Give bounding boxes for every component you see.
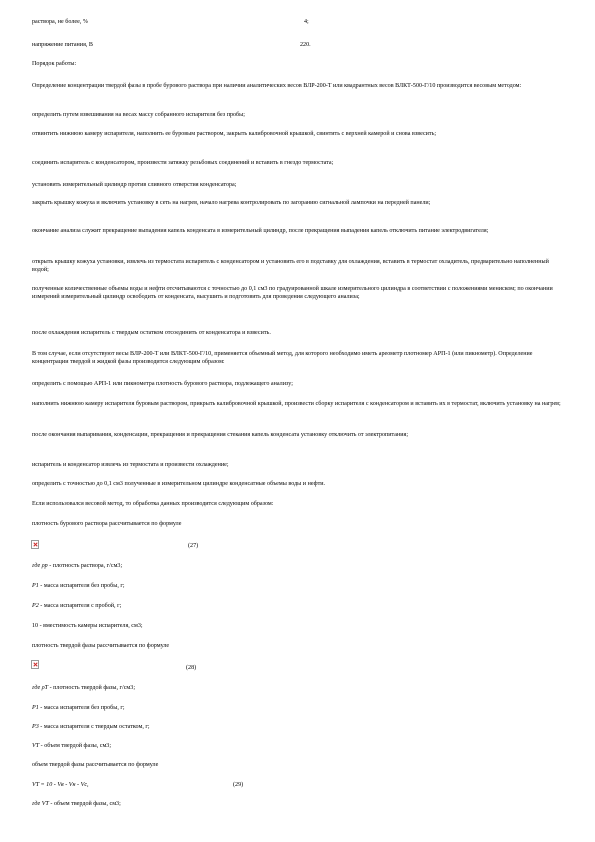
paragraph: объем твердой фазы рассчитывается по формуле [32,762,159,768]
symbol: P3 [32,724,39,730]
definition-text: 10 - вместимость камеры испарителя, см3; [32,623,143,629]
symbol: где VT [32,801,49,807]
paragraph: испаритель и конденсатор извлечь из термостата и произвести охлаждение; [32,462,229,468]
symbol: P2 [32,603,39,609]
paragraph: Определение концентрации твердой фазы в пробе бурового раствора при наличии аналитических весов ВЛР-200-Т или квадрантных весов ВЛКТ-500-Г/10 производится весовым методом: [32,83,522,89]
paragraph: определить путем взвешивания на весах массу собранного испарителя без пробы; [32,112,245,118]
paragraph: плотность твердой фазы рассчитывается по формуле [32,643,170,649]
equation-number: (29) [233,782,244,788]
spec-value: 220. [300,42,311,48]
paragraph: окончание анализа служит прекращение выпадения капель конденсата в измерительный цилиндр, после прекращения выпадения капель отключить питание электродвигателя; [32,228,489,234]
definition-text: - плотность раствора, г/см3; [47,563,123,569]
equation-number: (28) [186,665,197,671]
paragraph: В том случае, если отсутствуют весы ВЛР-200-Т или ВЛКТ-500-Г/10, применяется объемный метод, для которого необходимо иметь ареометр плотномер АРП-1 (или пикнометр). Определение концентрации твердой и жидкой фазы производится следующим образом: [32,351,533,366]
definition [32,684,565,692]
definition [32,742,565,750]
broken-image-icon [31,660,39,669]
definition-text: - объем твердой фазы, см3; [39,743,112,749]
paragraph: полученные количественные объемы воды и нефти отсчитываются с точностью до 0,1 см3 по градуированной шкале измерительного цилиндра в соответствии с положениями мениском; по окончании измерений измерительный цилиндр освободить от конденсата, высушить и подготовить для проведения следующего анализа; [32,286,553,301]
symbol: P1 [32,705,39,711]
definition-text: - масса испарителя без пробы, г; [38,583,125,589]
definition-text: - масса испарителя с твердым остатком, г; [38,724,150,730]
formula [32,781,565,789]
formula-text: VT = 10 - Vв - Vн - Vc, [32,782,89,788]
symbol: VT [32,743,40,749]
paragraph: Если использовался весовой метод, то обработка данных производится следующим образом: [32,501,274,507]
definition [32,723,565,731]
paragraph: после охлаждения испаритель с твердым остатком отсоединить от конденсатора и взвесить. [32,330,271,336]
paragraph: плотность бурового раствора рассчитывается по формуле [32,521,182,527]
symbol: где ρр [32,563,48,569]
paragraph: отвинтить нижнюю камеру испарителя, наполнить ее буровым раствором, закрыть калибровочной крышкой, свинтить с верхней камерой и снова взвесить; [32,131,437,137]
spec-value: 4; [304,19,309,25]
definition-text: - масса испарителя без пробы, г; [38,705,125,711]
definition [32,704,565,712]
section-heading: Порядок работы: [32,61,77,67]
equation-number: (27) [188,543,199,549]
definition [32,602,565,610]
paragraph: открыть крышку кожуха установки, извлечь из термостата испаритель с конденсатором и установить его в подставку для охлаждения, вставить в термостат охладитель, предварительно наполненный водой; [32,259,549,274]
paragraph: установить измерительный цилиндр против сливного отверстия конденсатора; [32,182,237,188]
paragraph: соединить испаритель с конденсатором, произвести затяжку резьбовых соединений и вставить в гнездо термостата; [32,160,334,166]
paragraph: после окончания выпаривания, конденсации, прекращения и прекращения стекания капель конденсата установку отключить от электропитания; [32,432,409,438]
symbol: где ρT [32,685,49,691]
symbol: P1 [32,583,39,589]
definition [32,800,565,808]
paragraph: закрыть крышку кожуха и включить установку в сеть на нагрев, начало нагрева контролировать по загоранию сигнальной лампочки на передней панели; [32,200,431,206]
definition [32,622,565,630]
definition-text: - объем твердой фазы, см3; [48,801,121,807]
definition-text: - плотность твердой фазы, г/см3; [48,685,136,691]
definition [32,582,565,590]
definition-text: - масса испарителя с пробой, г; [38,603,122,609]
paragraph: определить с точностью до 0,1 см3 полученные в измерительном цилиндре конденсатные объемы воды и нефти. [32,481,326,487]
spec-label: напряжение питания, В [32,42,93,48]
definition [32,562,565,570]
spec-label: раствора, не более, % [32,19,88,25]
broken-image-icon [31,540,39,549]
paragraph: определить с помощью АРП-1 или пикнометра плотность бурового раствора, подлежащего анализу; [32,381,293,387]
paragraph: наполнить нижнюю камеру испарителя буровым раствором, прикрыть калибровочной крышкой, произвести сборку испарителя с конденсатором и вставить их в термостат, включить установку на нагрев; [32,401,561,407]
